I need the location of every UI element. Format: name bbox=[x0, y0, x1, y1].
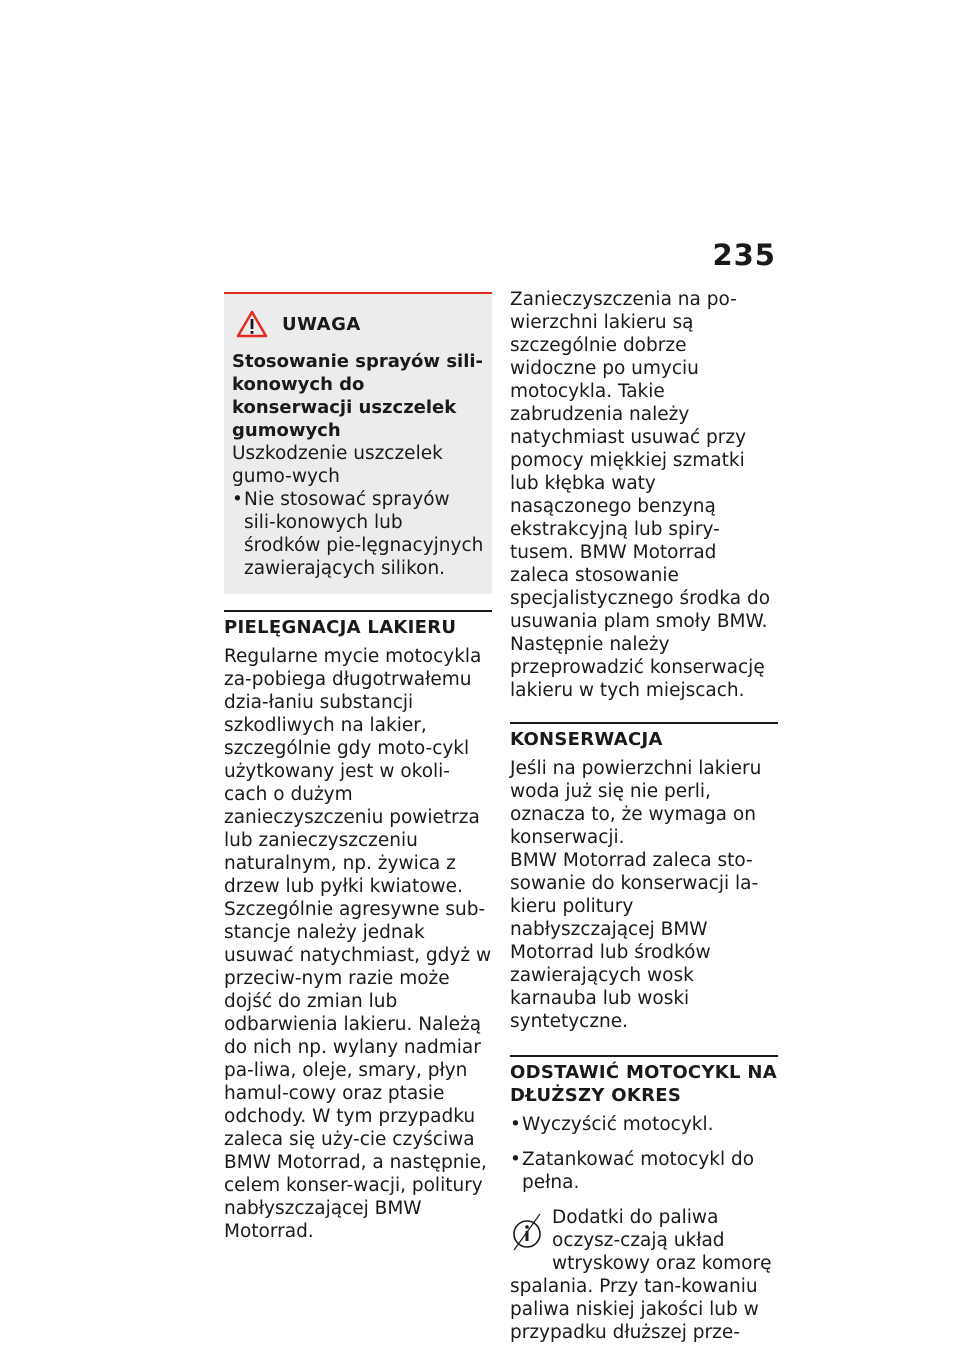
section-heading-conservation: KONSERWACJA bbox=[510, 722, 778, 751]
warning-consequence: Uszkodzenie uszczelek gumo-wych bbox=[232, 443, 443, 487]
info-icon bbox=[510, 1210, 544, 1254]
section-heading-storage: ODSTAWIĆ MOTOCYKL NA DŁUŻSZY OKRES bbox=[510, 1055, 778, 1107]
warning-bullets bbox=[232, 488, 484, 580]
care-paragraph-3: Zanieczyszczenia na po-wierzchni lakieru są szczególnie dobrze widoczne po umyciu motocykla. Takie zabrudzenia należy natychmiast usuwać przy pomocy miękkiej szmatki lub kłębka waty nasączonego benzyną ekstrakcyjną lub spiry-tusem. BMW Motorrad zaleca stosowanie specjalistycznego środka do usuwania plam smoły BMW. Następnie należy przeprowadzić konserwację lakieru w tych miejscach. bbox=[510, 289, 771, 701]
section-heading-care: PIELĘGNACJA LAKIERU bbox=[224, 610, 492, 639]
warning-triangle-icon bbox=[236, 310, 268, 338]
care-paragraph-2: Szczególnie agresywne sub-stancje należy jednak usuwać natychmiast, gdyż w przeciw-nym razie może dojść do zmian lub odbarwienia lakieru. Należą do nich np. wylany nadmiar pa-liwa, oleje, smary, płyn hamul-cowy oraz ptasie odchody. W tym przypadku zaleca się uży-cie czyściwa BMW Motorrad, a następnie, celem konser-wacji, politury nabłyszczającej BMW Motorrad. bbox=[224, 899, 492, 1242]
conservation-paragraph-2: BMW Motorrad zaleca sto-sowanie do konserwacji la-kieru politury nabłyszczającej BMW Motorrad lub środków zawierających wosk karnauba lub woski syntetyczne. bbox=[510, 850, 759, 1032]
info-note bbox=[510, 1206, 778, 1344]
warning-box bbox=[224, 292, 492, 594]
info-note-text: Dodatki do paliwa oczysz-czają układ wtryskowy oraz komorę spalania. Przy tan-kowaniu paliwa niskiej jakości lub w przypadku dłuższej prze- bbox=[510, 1207, 772, 1343]
page-number: 235 bbox=[712, 238, 776, 272]
list-item: • Wyczyścić motocykl. bbox=[510, 1113, 778, 1136]
warning-header bbox=[232, 310, 484, 338]
warning-title: UWAGA bbox=[282, 313, 361, 335]
left-column bbox=[224, 292, 492, 1243]
list-item: • Nie stosować sprayów sili-konowych lub środków pie-lęgnacyjnych zawierających silikon. bbox=[232, 488, 484, 580]
storage-bullets bbox=[510, 1113, 778, 1194]
list-item: • Zatankować motocykl do pełna. bbox=[510, 1148, 778, 1194]
right-column bbox=[510, 288, 778, 1344]
conservation-paragraph-1: Jeśli na powierzchni lakieru woda już się nie perli, oznacza to, że wymaga on konserwacji. bbox=[510, 758, 762, 848]
warning-subtitle: Stosowanie sprayów sili-konowych do konserwacji uszczelek gumowych bbox=[232, 351, 484, 441]
care-paragraph-1: Regularne mycie motocykla za-pobiega długotrwałemu dzia-łaniu substancji szkodliwych na lakier, szczególnie gdy moto-cykl użytkowany jest w okoli-cach o dużym zanieczyszczeniu powietrza lub zanieczyszczeniu naturalnym, np. żywica z drzew lub pyłki kwiatowe. bbox=[224, 646, 482, 897]
